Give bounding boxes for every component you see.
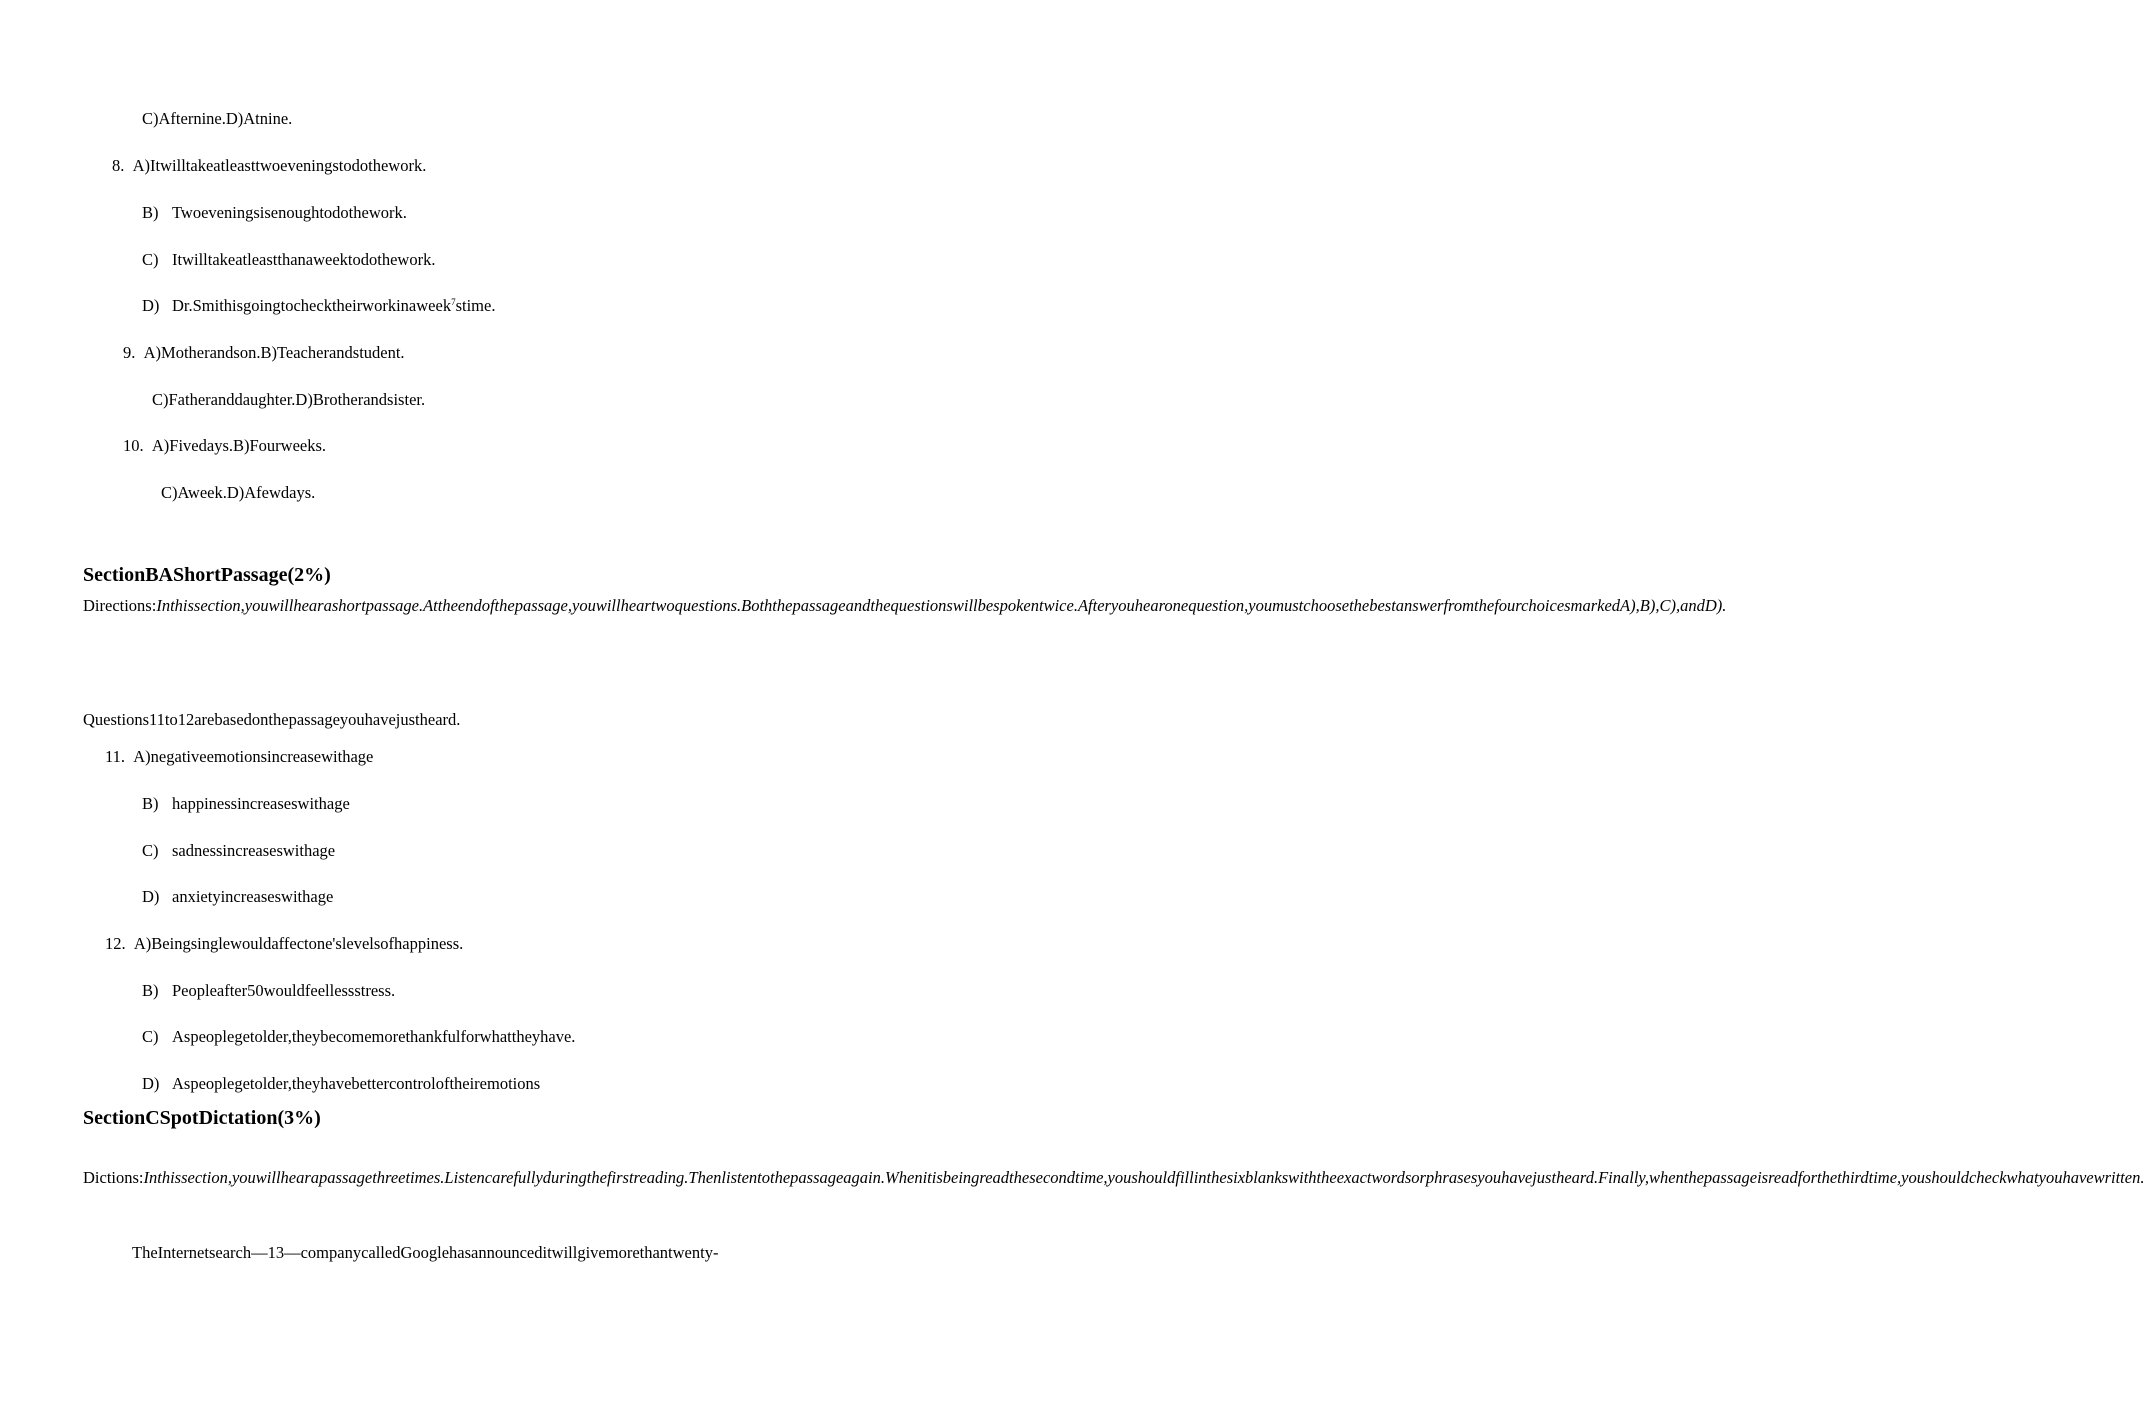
question-number: 11. <box>105 747 126 766</box>
option-text: Twoeveningsisenoughtodothework. <box>172 203 407 222</box>
option-text: Itwilltakeatleastthanaweektodothework. <box>172 250 436 269</box>
option-text: A)Fivedays.B)Fourweeks. <box>151 436 327 455</box>
option-text: happinessincreaseswithage <box>172 794 350 813</box>
section-b-directions <box>83 592 1727 621</box>
q9-options-cd: C)Fatheranddaughter.D)Brotherandsister. <box>152 390 426 409</box>
q8-option-d <box>142 296 495 316</box>
superscript: 7 <box>451 297 456 307</box>
q8-option-a <box>112 156 426 176</box>
option-text: A)negativeemotionsincreasewithage <box>133 747 374 766</box>
option-label: C) <box>142 250 159 269</box>
question-number: 8. <box>112 156 125 175</box>
q8-option-c <box>142 250 435 270</box>
option-text: Peopleafter50wouldfeellessstress. <box>172 981 396 1000</box>
q11-option-d <box>142 887 333 907</box>
question-number: 10. <box>123 436 144 455</box>
option-label: D) <box>142 296 160 315</box>
option-label: B) <box>142 203 159 222</box>
directions-label: Dictions: <box>83 1167 144 1187</box>
option-label: D) <box>142 887 160 906</box>
passage-start: TheInternetsearch—13—companycalledGooglehasannounceditwillgivemorethantwenty- <box>132 1243 719 1262</box>
q11-option-c <box>142 841 335 861</box>
option-text: A)Beingsinglewouldaffectone'slevelsofhappiness. <box>133 934 464 953</box>
q8-option-b <box>142 203 407 223</box>
option-label: B) <box>142 981 159 1000</box>
q11-option-a <box>105 747 373 767</box>
option-text: Dr.Smithisgoingtochecktheirworkinaweek <box>172 296 452 315</box>
option-text: Aspeoplegetolder,theyhavebettercontroloftheiremotions <box>172 1074 541 1093</box>
section-b-title: SectionBAShortPassage(2%) <box>83 564 331 586</box>
option-text: anxietyincreaseswithage <box>172 887 334 906</box>
section-b-intro: Questions11to12arebasedonthepassageyouhavejustheard. <box>83 710 461 729</box>
q10-options-cd: C)Aweek.D)Afewdays. <box>161 483 316 502</box>
option-text-end: stime. <box>455 296 496 315</box>
option-label: D) <box>142 1074 160 1093</box>
q7-options-cd: C)Afternine.D)Atnine. <box>142 109 293 128</box>
option-text: sadnessincreaseswithage <box>172 841 336 860</box>
directions-text: Inthissection,youwillhearapassagethreetimes.Listencarefullyduringthefirstreading.Thenlistentothepassageagain.Whenitisbeingreadthesecondtime,youshouldfillinthesixblankswiththeexactwordsorphrasesyouhavejustheard.Finally,whenthepassageisreadforthethirdtime,youshouldcheckwhatyouhavewritten. <box>143 1167 2144 1187</box>
option-text: A)Itwilltakeatleasttwoeveningstodothework. <box>132 156 427 175</box>
q12-option-d <box>142 1074 540 1094</box>
option-label: C) <box>142 841 159 860</box>
q11-option-b <box>142 794 350 814</box>
question-number: 12. <box>105 934 126 953</box>
option-label: C) <box>142 1027 159 1046</box>
option-text: A)Motherandson.B)Teacherandstudent. <box>143 343 405 362</box>
section-c-directions <box>83 1135 2144 1192</box>
q12-option-b <box>142 981 395 1001</box>
directions-label: Directions: <box>83 596 157 615</box>
option-label: B) <box>142 794 159 813</box>
q10-options-ab <box>123 436 326 456</box>
option-text: Aspeoplegetolder,theybecomemorethankfulforwhattheyhave. <box>172 1027 576 1046</box>
q12-option-a <box>105 934 463 954</box>
section-c-title: SectionCSpotDictation(3%) <box>83 1107 321 1129</box>
directions-text: Inthissection,youwillhearashortpassage.Attheendofthepassage,youwillheartwoquestions.Boththepassageandthequestionswillbespokentwice.Afteryouhearonequestion,youmustchoosethebestanswerfromthefourchoicesmarkedA),B),C),andD). <box>156 596 1727 615</box>
q12-option-c <box>142 1027 575 1047</box>
question-number: 9. <box>123 343 136 362</box>
q9-options-ab <box>123 343 405 363</box>
